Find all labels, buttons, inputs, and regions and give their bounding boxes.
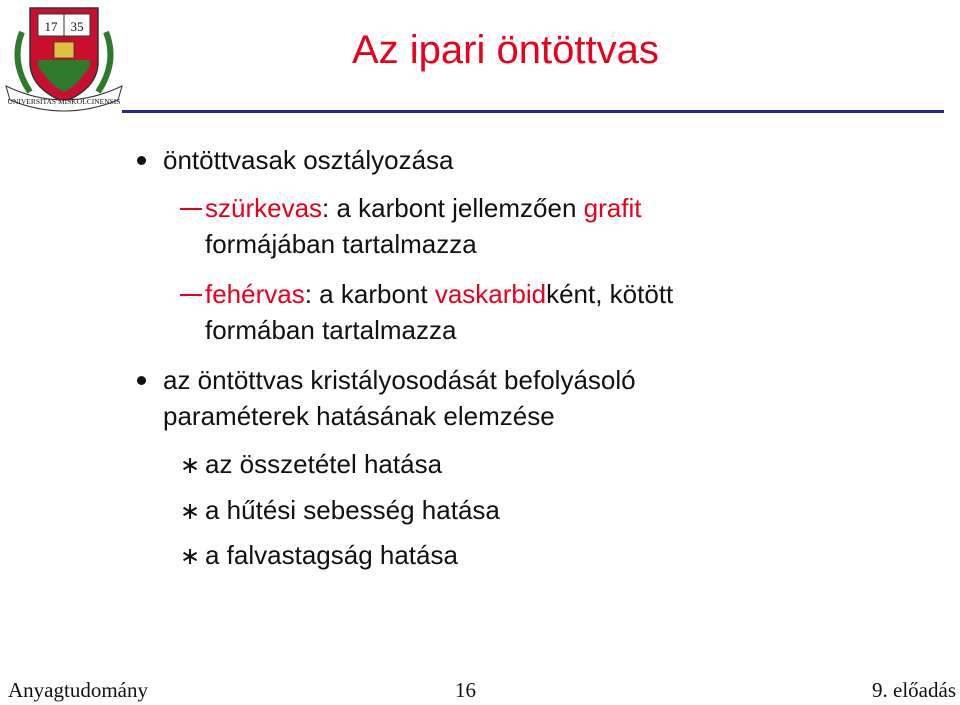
slide-title: Az ipari öntöttvas bbox=[352, 28, 659, 72]
bullet-2-text: az öntöttvas kristályosodását befolyásoló bbox=[163, 365, 636, 395]
term-szurkevas: szürkevas bbox=[205, 193, 323, 223]
title-underline bbox=[122, 110, 944, 113]
sub-item-szurkevas-continued: formájában tartalmazza bbox=[205, 229, 477, 259]
sub-item-fehervas-continued: formában tartalmazza bbox=[205, 315, 457, 345]
university-logo bbox=[2, 2, 126, 114]
footer-course: Anyagtudomány bbox=[8, 678, 148, 702]
sub-item-text: : a karbont bbox=[304, 279, 435, 309]
asterisk-icon: ∗ bbox=[180, 543, 201, 570]
bullet-2-continued: paraméterek hatásának elemzése bbox=[163, 401, 555, 431]
bullet-1-text: öntöttvasak osztályozása bbox=[163, 145, 454, 175]
list-item: az összetétel hatása bbox=[205, 449, 443, 479]
asterisk-icon: ∗ bbox=[180, 452, 201, 479]
svg-text:UNIVERSITAS MISKOLCINENSIS: UNIVERSITAS MISKOLCINENSIS bbox=[7, 97, 121, 106]
dash-icon bbox=[180, 294, 202, 296]
asterisk-icon: ∗ bbox=[180, 498, 201, 525]
sub-item-text: ként, kötött bbox=[546, 279, 674, 309]
term-vaskarbid: vaskarbid bbox=[434, 279, 547, 309]
term-grafit: grafit bbox=[583, 193, 642, 223]
bullet-dot-icon bbox=[137, 376, 146, 385]
university-seal-icon bbox=[2, 2, 126, 114]
sub-item-szurkevas bbox=[205, 193, 641, 223]
list-item: a hűtési sebesség hatása bbox=[205, 495, 500, 525]
svg-text:35: 35 bbox=[70, 19, 84, 34]
sub-item-fehervas bbox=[205, 279, 673, 309]
svg-text:17: 17 bbox=[44, 19, 58, 34]
footer-page-number: 16 bbox=[455, 678, 476, 702]
term-fehervas: fehérvas bbox=[205, 279, 305, 309]
list-item: a falvastagság hatása bbox=[205, 540, 458, 570]
bullet-dot-icon bbox=[137, 156, 146, 165]
sub-item-text: : a karbont jellemzően bbox=[322, 193, 584, 223]
footer-lecture: 9. előadás bbox=[872, 678, 956, 702]
dash-icon bbox=[180, 208, 202, 210]
